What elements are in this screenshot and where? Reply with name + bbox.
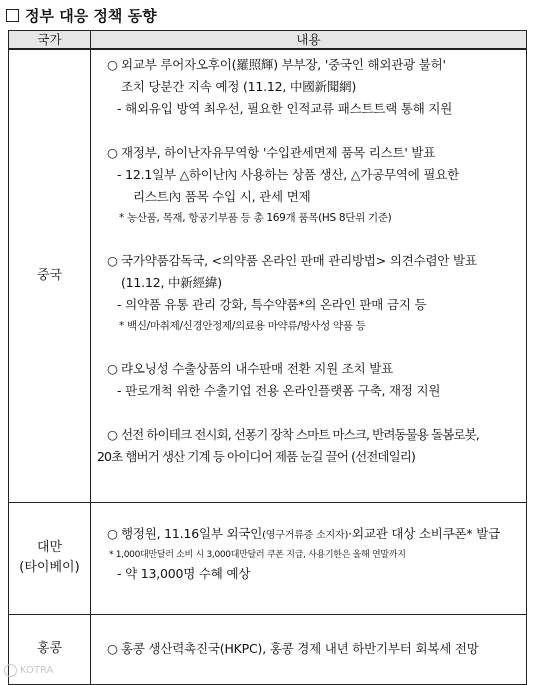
bullet-circle-icon: ○ bbox=[107, 57, 118, 72]
bullet-circle-icon: ○ bbox=[107, 253, 118, 268]
china-item-3-line-2: (11.12, 中新經緯) bbox=[121, 275, 222, 290]
china-item-3-line-1: 국가약품감독국, <의약품 온라인 판매 관리방법> 의견수렴안 발표 bbox=[121, 253, 477, 268]
content-taiwan bbox=[91, 502, 527, 614]
watermark bbox=[4, 664, 53, 677]
table-row-taiwan bbox=[9, 502, 527, 614]
header-content: 내용 bbox=[91, 31, 527, 50]
checkbox-square-icon bbox=[6, 9, 19, 22]
china-item-4-line-2: - 판로개척 위한 수출기업 전용 온라인플랫폼 구축, 재정 지원 bbox=[117, 383, 441, 398]
china-item-1-line-1: 외교부 루어자오후이(羅照輝) 부부장, '중국인 해외관광 불허' bbox=[121, 57, 446, 72]
china-item-2-note: * 농산품, 목재, 항공기부품 등 총 169개 품목(HS 8단위 기준) bbox=[119, 212, 392, 224]
content-china bbox=[91, 49, 527, 502]
china-item-3-note: * 백신/마취제/신경안정제/의료용 마약류/방사성 약품 등 bbox=[119, 320, 366, 332]
taiwan-line-1-b: ·외교관 대상 소비쿠폰* 발급 bbox=[348, 525, 500, 541]
watermark-text: KOTRA bbox=[20, 665, 54, 676]
china-item-1-line-2: 조치 당분간 지속 예정 (11.12, 中國新聞網) bbox=[121, 79, 357, 94]
china-item-5-line-2: 20초 햄버거 생산 기계 등 아이디어 제품 눈길 끌어 (선전데일리) bbox=[97, 449, 415, 464]
country-taiwan-city: (타이베이) bbox=[19, 560, 80, 575]
country-china: 중국 bbox=[9, 49, 91, 502]
taiwan-line-1-a: 행정원, 11.16일부 외국인 bbox=[121, 525, 263, 541]
header-country: 국가 bbox=[9, 31, 91, 50]
china-item-4 bbox=[97, 358, 520, 402]
policy-table bbox=[8, 30, 527, 685]
document-title bbox=[6, 4, 157, 26]
bullet-circle-icon: ○ bbox=[107, 361, 118, 376]
taiwan-note: * 1,000대만달러 소비 시 3,000대만달러 쿠폰 지급, 사용기한은 올해 연말까지 bbox=[109, 549, 406, 560]
country-taiwan-name: 대만 bbox=[36, 540, 63, 555]
country-taiwan bbox=[9, 502, 91, 614]
china-item-4-line-1: 랴오닝성 수출상품의 내수판매 전환 지원 조치 발표 bbox=[121, 361, 394, 376]
table-header-row bbox=[9, 31, 527, 50]
bullet-circle-icon: ○ bbox=[107, 641, 118, 656]
table-row-china bbox=[9, 49, 527, 502]
china-item-3 bbox=[97, 250, 520, 336]
china-item-1-line-3: - 해외유입 방역 최우선, 필요한 인적교류 패스트트랙 통해 지원 bbox=[117, 101, 453, 116]
china-item-2-line-2: - 12.1일부 △하이난內 사용하는 상품 생산, △가공무역에 필요한 bbox=[117, 167, 460, 182]
bullet-circle-icon: ○ bbox=[107, 525, 118, 541]
content-hongkong bbox=[91, 614, 527, 684]
hongkong-line-1: 홍콩 생산력촉진국(HKPC), 홍콩 경제 내년 하반기부터 회복세 전망 bbox=[121, 641, 479, 656]
china-item-3-line-3: - 의약품 유통 관리 강화, 특수약품*의 온라인 판매 금지 등 bbox=[117, 297, 427, 312]
china-item-1 bbox=[97, 54, 520, 120]
country-hongkong: 홍콩 bbox=[9, 614, 91, 684]
watermark-logo-icon bbox=[4, 664, 17, 677]
table-row-hongkong bbox=[9, 614, 527, 684]
taiwan-line-2: - 약 13,000명 수혜 예상 bbox=[117, 565, 251, 581]
china-item-2 bbox=[97, 142, 520, 228]
bullet-circle-icon: ○ bbox=[107, 427, 118, 442]
china-item-5 bbox=[97, 424, 520, 468]
china-item-2-line-3: 리스트內 품목 수입 시, 관세 면제 bbox=[133, 189, 311, 204]
title-text: 정부 대응 정책 동향 bbox=[25, 6, 157, 25]
bullet-circle-icon: ○ bbox=[107, 145, 118, 160]
china-item-2-line-1: 재정부, 하이난자유무역항 '수입관세면제 품목 리스트' 발표 bbox=[121, 145, 436, 160]
taiwan-line-1-small: (영구거류증 소지자) bbox=[262, 529, 349, 541]
china-item-5-line-1: 선전 하이테크 전시회, 선퐁기 장착 스마트 마스크, 반려동물용 돌봄로봇, bbox=[121, 427, 479, 442]
